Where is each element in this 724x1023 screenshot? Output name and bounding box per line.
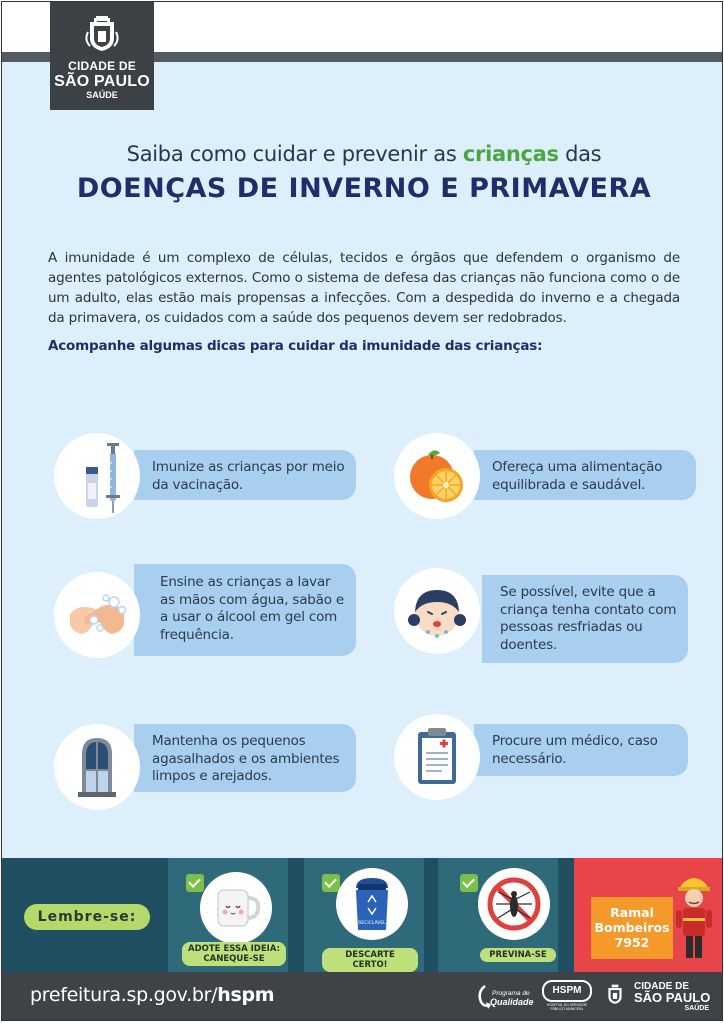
intro-paragraph: A imunidade é um complexo de células, tecidos e órgãos que defendem o organismo de agentes patológicos externos. Como o sistema de defesa das crianças não funciona como o de um adulto, elas estão mais propensas a infecções. Com a despedida do inverno e a chegada da primavera, os cuidados com a saúde dos pequenos devem ser redobrados. (48, 250, 680, 326)
footer-url-bold: hspm (217, 984, 275, 1006)
footer-city-logo (604, 978, 714, 1018)
tips-lead: Acompanhe algumas dicas para cuidar da imunidade das crianças: (48, 338, 543, 354)
tip-text: Se possível, evite que a criança tenha contato com pessoas resfriadas ou doentes. (482, 575, 688, 663)
tip-icon-circle (54, 433, 140, 519)
orange-icon (394, 433, 480, 519)
programa-line-1: Programa de (492, 990, 530, 997)
city-logo (50, 2, 154, 110)
reminder-item-label: PREVINA-SE (480, 948, 556, 962)
city-crest-icon (604, 982, 626, 1006)
tip-icon-circle (394, 433, 480, 519)
logo-line-2: SÃO PAULO (54, 73, 150, 90)
page-title: DOENÇAS DE INVERNO E PRIMAVERA (76, 173, 652, 204)
subtitle-highlight: crianças (462, 142, 559, 166)
programa-line-2: Qualidade (490, 997, 534, 1007)
tip-text: Mantenha os pequenos agasalhados e os ambientes limpos e arejados. (134, 724, 356, 792)
reminder-icon-circle (200, 872, 272, 944)
footer-logo-line-1: CIDADE DE (634, 981, 690, 992)
reminder-icon-circle (336, 868, 408, 940)
hand-washing-icon (54, 572, 140, 658)
firefighter-icon (674, 868, 714, 968)
ramal-bombeiros: Ramal Bombeiros 7952 (591, 897, 673, 959)
subtitle-before: Saiba como cuidar e prevenir as (126, 142, 463, 166)
bin-text: RECICLÁVEL (358, 921, 386, 926)
check-icon (460, 874, 478, 892)
tip-text: Ensine as crianças a lavar as mãos com água, sabão e a usar o álcool em gel com frequência. (134, 564, 356, 656)
hspm-logo (542, 980, 592, 1014)
subtitle (2, 142, 723, 166)
footer-url[interactable] (30, 984, 274, 1006)
tip-text: Ofereça uma alimentação equilibrada e saudável. (474, 450, 696, 500)
hspm-text: HSPM (542, 980, 592, 1002)
mug-icon (200, 872, 272, 944)
reminder-label: Lembre-se: (24, 904, 150, 930)
tip-text: Imunize as crianças por meio da vacinação. (134, 450, 356, 500)
clipboard-icon (394, 714, 480, 800)
reminder-item-label: DESCARTE CERTO! (322, 948, 418, 972)
logo-line-3: SAÚDE (86, 90, 118, 100)
reminder-icon-circle (478, 868, 550, 940)
city-crest-icon (82, 14, 122, 52)
tip-icon-circle (54, 572, 140, 658)
recycle-bin-icon (336, 868, 408, 940)
tip-text: Procure um médico, caso necessário. (474, 724, 688, 776)
tip-icon-circle (394, 568, 480, 654)
vaccine-icon (54, 433, 140, 519)
logo-line-1: CIDADE DE (68, 59, 136, 73)
hspm-subtext: HOSPITAL DO SERVIDOR PÚBLICO MUNICIPAL (547, 1003, 587, 1011)
footer-url-plain: prefeitura.sp.gov.br/ (30, 984, 218, 1006)
window-icon (54, 724, 140, 810)
reminder-item-label: ADOTE ESSA IDEIA: CANEQUE-SE (182, 942, 286, 966)
tip-icon-circle (394, 714, 480, 800)
no-mosquito-icon (478, 868, 550, 940)
tip-icon-circle (54, 724, 140, 810)
footer-logo-line-2: SÃO PAULO (634, 990, 711, 1005)
subtitle-after: das (558, 142, 602, 166)
programa-qualidade-logo (476, 982, 536, 1012)
poster (1, 1, 723, 1021)
footer-logo-line-3: SAÚDE (684, 1005, 709, 1012)
sneezing-child-icon (394, 568, 480, 654)
